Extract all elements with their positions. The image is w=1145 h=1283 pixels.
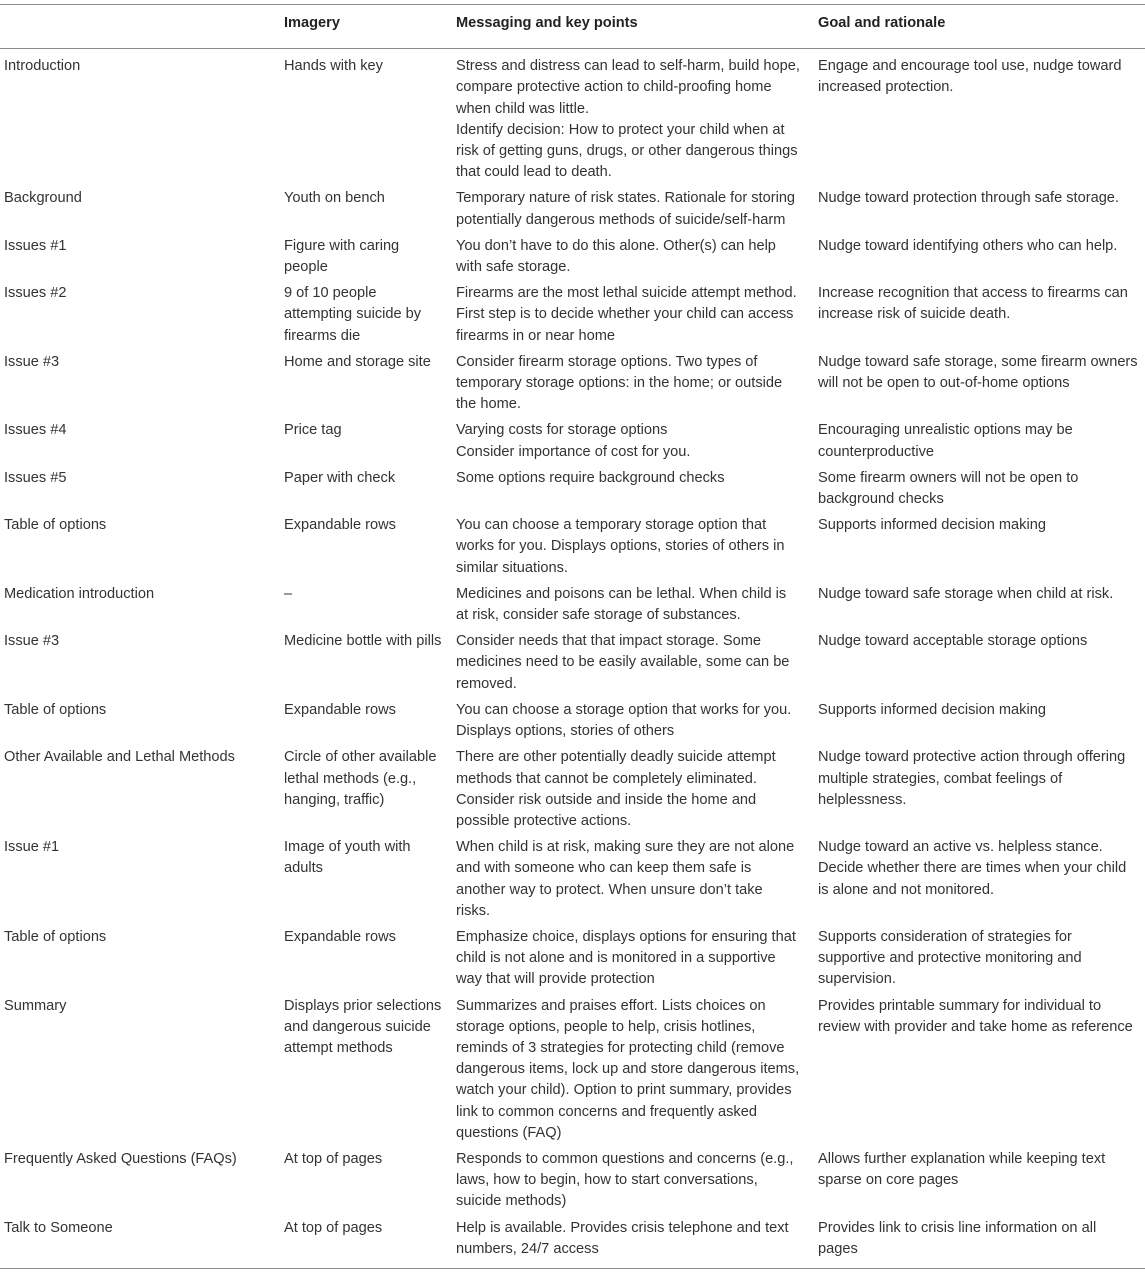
row-goal-cell-text: Supports informed decision making xyxy=(818,517,1046,534)
row-messaging-cell xyxy=(456,837,818,927)
row-messaging-cell-text: Summarizes and praises effort. Lists choices on storage options, people to help, crisis hotlines, reminds of 3 strategies for protecting child (remove dangerous items, lock up and store dangerous items, watch your child). Option to print summary, provides link to common concerns and frequently asked questions (FAQ) xyxy=(456,997,800,1141)
row-messaging-cell-text: There are other potentially deadly suicide attempt methods that cannot be completely eliminated. Consider risk outside and inside the home and possible protective actions. xyxy=(456,749,776,829)
row-goal-cell-text: Encouraging unrealistic options may be counterproductive xyxy=(818,422,1073,460)
row-goal-cell-text: Increase recognition that access to firearms can increase risk of suicide death. xyxy=(818,285,1128,323)
row-messaging-cell-text: You don’t have to do this alone. Other(s) can help with safe storage. xyxy=(456,237,776,276)
table-row xyxy=(0,996,1145,1149)
row-section-cell xyxy=(0,420,284,467)
row-goal-cell-text: Nudge toward safe storage, some firearm owners will not be open to out-of-home options xyxy=(818,353,1138,392)
row-messaging-cell-text: Stress and distress can lead to self-harm, build hope, compare protective action to child-proofing home when child was little. xyxy=(456,58,800,117)
row-imagery-cell xyxy=(284,747,456,837)
row-messaging-cell-text: Temporary nature of risk states. Rationale for storing potentially dangerous methods of suicide/self-harm xyxy=(456,190,796,228)
row-imagery-cell xyxy=(284,352,456,421)
row-imagery-cell xyxy=(284,283,456,352)
row-messaging-cell xyxy=(456,1218,818,1269)
row-goal-cell-text: Supports consideration of strategies for supportive and protective monitoring and supervision. xyxy=(818,928,1082,988)
row-goal-cell xyxy=(818,468,1145,515)
row-goal-cell xyxy=(818,352,1145,421)
row-messaging-cell xyxy=(456,700,818,747)
row-goal-cell xyxy=(818,700,1145,747)
row-section-cell xyxy=(0,188,284,235)
row-goal-cell xyxy=(818,1149,1145,1218)
row-section-cell-text: Table of options xyxy=(4,928,107,945)
row-section-cell-text: Summary xyxy=(4,997,67,1014)
row-messaging-cell-text: You can choose a temporary storage option that works for you. Displays options, stories of others in similar situations. xyxy=(456,517,785,576)
row-messaging-cell-text: Responds to common questions and concerns (e.g., laws, how to begin, how to start conversations, suicide methods) xyxy=(456,1150,794,1210)
row-section-cell xyxy=(0,49,284,189)
table-row xyxy=(0,283,1145,352)
row-goal-cell-text: Allows further explanation while keeping text sparse on core pages xyxy=(818,1150,1106,1189)
row-imagery-cell-text: Youth on bench xyxy=(284,190,385,207)
row-goal-cell-text: Nudge toward protective action through offering multiple strategies, combat feelings of helplessness. xyxy=(818,749,1126,808)
row-messaging-cell-text: When child is at risk, making sure they are not alone and with someone who can keep them safe is another way to protect. When unsure don’t take risks. xyxy=(456,839,795,919)
row-section-cell-text: Table of options xyxy=(4,517,107,534)
row-messaging-cell-text: Identify decision: How to protect your child when at risk of getting guns, drugs, or other dangerous things that could lead to death. xyxy=(456,121,798,181)
table-row xyxy=(0,188,1145,235)
row-messaging-cell xyxy=(456,188,818,235)
row-imagery-cell xyxy=(284,188,456,235)
row-goal-cell xyxy=(818,996,1145,1149)
row-goal-cell-text: Supports informed decision making xyxy=(818,701,1046,718)
row-imagery-cell-text: Displays prior selections and dangerous suicide attempt methods xyxy=(284,997,442,1056)
row-goal-cell xyxy=(818,927,1145,996)
row-imagery-cell xyxy=(284,584,456,631)
row-section-cell xyxy=(0,1218,284,1269)
row-messaging-cell-text: Consider importance of cost for you. xyxy=(456,443,691,460)
row-goal-cell xyxy=(818,515,1145,584)
row-section-cell xyxy=(0,631,284,700)
table-row xyxy=(0,420,1145,467)
header-goal: Goal and rationale xyxy=(818,5,1145,49)
row-messaging-cell-text: Firearms are the most lethal suicide attempt method. First step is to decide whether your child can access firearms in or near home xyxy=(456,285,797,344)
row-section-cell xyxy=(0,352,284,421)
row-section-cell-text: Medication introduction xyxy=(4,585,155,602)
row-messaging-cell-text: Emphasize choice, displays options for ensuring that child is not alone and is monitored in a supportive way that will provide protection xyxy=(456,928,796,988)
row-section-cell xyxy=(0,837,284,927)
row-imagery-cell xyxy=(284,420,456,467)
row-messaging-cell-text: Some options require background checks xyxy=(456,469,725,486)
row-section-cell-text: Issue #1 xyxy=(4,839,60,856)
row-imagery-cell-text: At top of pages xyxy=(284,1150,383,1167)
row-goal-cell-text: Provides printable summary for individual to review with provider and take home as reference xyxy=(818,997,1133,1035)
row-goal-cell-text: Nudge toward an active vs. helpless stance. Decide whether there are times when your child is alone and not monitored. xyxy=(818,839,1127,898)
row-imagery-cell xyxy=(284,236,456,283)
row-section-cell xyxy=(0,468,284,515)
row-section-cell xyxy=(0,584,284,631)
row-goal-cell-text: Nudge toward protection through safe storage. xyxy=(818,190,1119,207)
row-imagery-cell xyxy=(284,49,456,189)
table-row xyxy=(0,49,1145,189)
row-goal-cell-text: Nudge toward identifying others who can help. xyxy=(818,237,1118,254)
row-goal-cell xyxy=(818,631,1145,700)
row-goal-cell xyxy=(818,49,1145,189)
row-section-cell-text: Issues #4 xyxy=(4,422,67,439)
row-messaging-cell xyxy=(456,420,818,467)
row-imagery-cell-text: Expandable rows xyxy=(284,928,396,945)
row-messaging-cell xyxy=(456,283,818,352)
row-imagery-cell-text: Hands with key xyxy=(284,58,383,75)
row-imagery-cell xyxy=(284,700,456,747)
row-goal-cell xyxy=(818,236,1145,283)
row-messaging-cell xyxy=(456,515,818,584)
row-goal-cell xyxy=(818,1218,1145,1269)
row-section-cell xyxy=(0,700,284,747)
row-section-cell xyxy=(0,515,284,584)
table-row xyxy=(0,584,1145,631)
table-header-row xyxy=(0,5,1145,49)
table-row xyxy=(0,236,1145,283)
row-section-cell xyxy=(0,996,284,1149)
row-imagery-cell-text: Price tag xyxy=(284,422,342,439)
row-imagery-cell xyxy=(284,468,456,515)
table-row xyxy=(0,631,1145,700)
table-row xyxy=(0,927,1145,996)
row-imagery-cell xyxy=(284,1218,456,1269)
row-imagery-cell-text: Image of youth with adults xyxy=(284,839,411,877)
design-elements-table xyxy=(0,4,1145,1269)
table-row xyxy=(0,1218,1145,1269)
row-messaging-cell-text: Help is available. Provides crisis telephone and text numbers, 24/7 access xyxy=(456,1219,789,1257)
row-section-cell-text: Issues #5 xyxy=(4,469,67,486)
row-section-cell-text: Introduction xyxy=(4,58,81,75)
row-messaging-cell xyxy=(456,1149,818,1218)
row-goal-cell xyxy=(818,420,1145,467)
row-imagery-cell-text: 9 of 10 people attempting suicide by firearms die xyxy=(284,285,422,344)
row-imagery-cell xyxy=(284,515,456,584)
header-section xyxy=(0,5,284,49)
row-imagery-cell-text: – xyxy=(284,585,293,602)
row-imagery-cell-text: Expandable rows xyxy=(284,517,396,534)
row-imagery-cell xyxy=(284,996,456,1149)
table-row xyxy=(0,1149,1145,1218)
table-row xyxy=(0,468,1145,515)
row-imagery-cell-text: At top of pages xyxy=(284,1219,383,1236)
row-goal-cell-text: Nudge toward safe storage when child at risk. xyxy=(818,585,1114,602)
row-goal-cell-text: Provides link to crisis line information on all pages xyxy=(818,1219,1097,1257)
row-messaging-cell xyxy=(456,584,818,631)
row-section-cell-text: Background xyxy=(4,190,82,207)
row-section-cell-text: Frequently Asked Questions (FAQs) xyxy=(4,1150,237,1167)
row-section-cell xyxy=(0,283,284,352)
row-messaging-cell xyxy=(456,352,818,421)
row-messaging-cell-text: Consider firearm storage options. Two types of temporary storage options: in the home; or outside the home. xyxy=(456,353,783,413)
row-messaging-cell xyxy=(456,468,818,515)
row-goal-cell xyxy=(818,837,1145,927)
table-row xyxy=(0,837,1145,927)
header-messaging: Messaging and key points xyxy=(456,5,818,49)
row-section-cell-text: Talk to Someone xyxy=(4,1219,113,1236)
row-imagery-cell-text: Circle of other available lethal methods (e.g., hanging, traffic) xyxy=(284,749,437,808)
row-imagery-cell xyxy=(284,837,456,927)
row-imagery-cell xyxy=(284,927,456,996)
row-messaging-cell xyxy=(456,236,818,283)
row-imagery-cell-text: Home and storage site xyxy=(284,353,431,370)
row-messaging-cell-text: Consider needs that that impact storage. Some medicines need to be easily available, some can be removed. xyxy=(456,633,790,692)
table-row xyxy=(0,352,1145,421)
row-goal-cell xyxy=(818,747,1145,837)
table-row xyxy=(0,747,1145,837)
row-messaging-cell-text: You can choose a storage option that works for you. Displays options, stories of others xyxy=(456,701,792,740)
row-section-cell-text: Issue #3 xyxy=(4,633,60,650)
row-imagery-cell xyxy=(284,631,456,700)
row-goal-cell xyxy=(818,283,1145,352)
row-messaging-cell-text: Medicines and poisons can be lethal. When child is at risk, consider safe storage of substances. xyxy=(456,585,787,624)
row-imagery-cell-text: Paper with check xyxy=(284,469,396,486)
row-section-cell-text: Other Available and Lethal Methods xyxy=(4,749,235,766)
row-goal-cell xyxy=(818,584,1145,631)
header-imagery: Imagery xyxy=(284,5,456,49)
row-goal-cell-text: Nudge toward acceptable storage options xyxy=(818,633,1088,650)
row-messaging-cell xyxy=(456,996,818,1149)
row-section-cell-text: Table of options xyxy=(4,701,107,718)
row-imagery-cell xyxy=(284,1149,456,1218)
row-goal-cell-text: Some firearm owners will not be open to background checks xyxy=(818,469,1079,508)
row-section-cell xyxy=(0,927,284,996)
row-imagery-cell-text: Medicine bottle with pills xyxy=(284,633,442,650)
row-messaging-cell xyxy=(456,747,818,837)
row-section-cell xyxy=(0,236,284,283)
table-row xyxy=(0,700,1145,747)
row-messaging-cell xyxy=(456,49,818,189)
table-row xyxy=(0,515,1145,584)
row-section-cell-text: Issues #1 xyxy=(4,237,67,254)
table-body xyxy=(0,49,1145,1269)
row-section-cell xyxy=(0,747,284,837)
row-section-cell-text: Issues #2 xyxy=(4,285,67,302)
row-section-cell-text: Issue #3 xyxy=(4,353,60,370)
row-imagery-cell-text: Figure with caring people xyxy=(284,237,400,276)
row-messaging-cell-text: Varying costs for storage options xyxy=(456,422,668,439)
row-goal-cell-text: Engage and encourage tool use, nudge toward increased protection. xyxy=(818,58,1122,96)
row-section-cell xyxy=(0,1149,284,1218)
row-messaging-cell xyxy=(456,927,818,996)
row-imagery-cell-text: Expandable rows xyxy=(284,701,396,718)
row-messaging-cell xyxy=(456,631,818,700)
row-goal-cell xyxy=(818,188,1145,235)
